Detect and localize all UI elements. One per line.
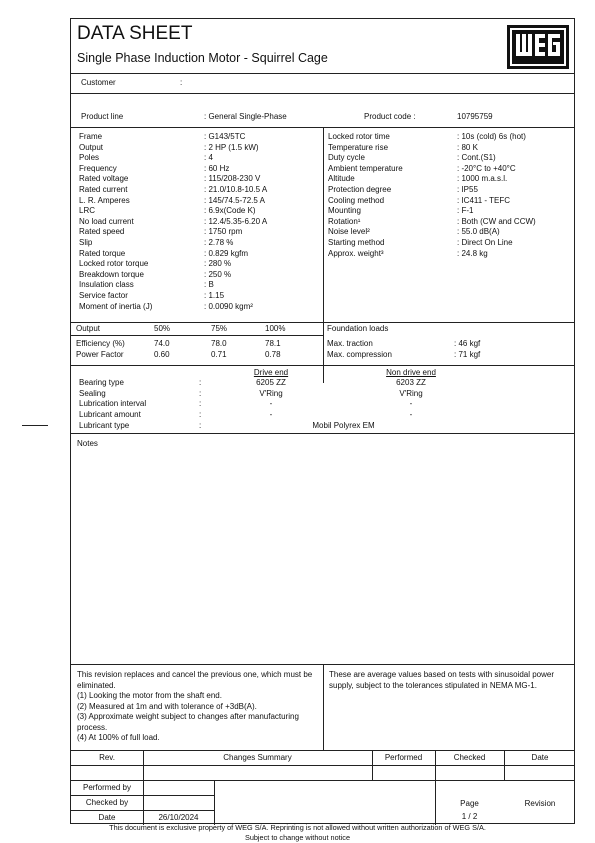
performed-header: Performed (384, 753, 423, 762)
spec-label: Moment of inertia (J) (79, 301, 153, 311)
spec-label: Service factor (79, 291, 128, 300)
spec-label: Protection degree (328, 185, 392, 194)
margin-mark (22, 425, 48, 426)
lubricant-type-label: Lubricant type (79, 421, 130, 430)
spec-label: Mounting (328, 206, 361, 216)
checked-header: Checked (453, 753, 486, 762)
bearing-nde-value: V'Ring (399, 388, 423, 398)
bearing-de-value: - (269, 409, 273, 419)
lubricant-type-value: Mobil Polyrex EM (312, 421, 375, 430)
bearing-colon: : (199, 378, 202, 387)
bearing-colon: : (199, 409, 202, 419)
bearing-nde-value: - (409, 399, 413, 409)
spec-label: Rated voltage (79, 174, 129, 184)
spec-label: Starting method (328, 238, 385, 247)
spec-label: Rotation¹ (328, 216, 361, 226)
spec-value: : 24.8 kg (457, 248, 488, 258)
weg-logo (507, 25, 569, 69)
spec-value: : 1000 m.a.s.l. (457, 174, 508, 184)
spec-label: Frequency (79, 163, 117, 173)
notes-title: Notes (77, 439, 98, 448)
checked-by-label: Checked by (85, 798, 129, 807)
perf-cell: 0.71 (211, 350, 227, 359)
spec-label: Approx. weight³ (328, 248, 384, 258)
spec-label: LRC (79, 206, 96, 216)
page-title: DATA SHEET (77, 23, 193, 44)
footer-disclaimer: This document is exclusive property of WEG S/A. Reprinting is not allowed without written authorization of WEG S/A. (109, 823, 486, 832)
perf-cell: 0.60 (154, 350, 170, 359)
spec-label: L. R. Amperes (79, 195, 130, 205)
spec-value: : 2 HP (1.5 kW) (204, 142, 259, 152)
perf-cell: 78.0 (211, 339, 227, 348)
foundation-title: Foundation loads (327, 324, 389, 333)
spec-value: : 10s (cold) 6s (hot) (457, 132, 526, 141)
product-line-label: Product line (81, 112, 124, 121)
spec-value: : 250 % (204, 269, 232, 279)
spec-label: Poles (79, 153, 100, 163)
spec-value: : 115/208-230 V (204, 174, 261, 184)
revision-label: Revision (524, 799, 556, 808)
spec-label: Breakdown torque (79, 269, 144, 279)
page-value: 1 / 2 (461, 812, 478, 821)
perf-header: Output (76, 324, 101, 333)
foundation-label: Max. compression (327, 350, 392, 359)
spec-label: Noise level² (328, 227, 370, 237)
spec-label: Locked rotor time (328, 132, 390, 141)
product-line-value: : General Single-Phase (204, 112, 287, 121)
product-code-value: 10795759 (457, 112, 493, 121)
customer-colon: : (180, 78, 183, 87)
spec-value: : 4 (204, 153, 213, 163)
perf-cell: 0.78 (265, 350, 281, 359)
bearing-label: Lubricant amount (79, 409, 141, 419)
bearing-colon: : (199, 399, 202, 409)
spec-value: : F-1 (457, 206, 474, 216)
foundation-label: Max. traction (327, 339, 373, 348)
perf-header: 100% (265, 324, 286, 333)
date-header: Date (531, 753, 549, 762)
performed-by-label: Performed by (82, 783, 132, 792)
spec-value: : G143/5TC (204, 132, 246, 141)
spec-value: : 55.0 dB(A) (457, 227, 500, 237)
spec-value: : 6.9x(Code K) (204, 206, 256, 216)
bearing-label: Bearing type (79, 378, 124, 387)
bearing-de-value: - (269, 399, 273, 409)
spec-value: : 0.0090 kgm² (204, 301, 253, 311)
footnotes-right: These are average values based on tests with sinusoidal power supply, subject to the tolerances stipulated in NEMA MG-1. (329, 670, 555, 690)
perf-row-label: Power Factor (76, 350, 124, 359)
spec-label: Output (79, 142, 104, 152)
spec-value: : Cont.(S1) (457, 153, 496, 163)
spec-value: : 80 K (457, 142, 478, 152)
perf-cell: 78.1 (265, 339, 281, 348)
non-drive-end-header: Non drive end (386, 368, 436, 377)
perf-row-label: Efficiency (%) (76, 339, 125, 348)
product-code-label: Product code : (364, 112, 416, 121)
foundation-value: : 46 kgf (454, 339, 481, 348)
spec-value: : 0.829 kgfm (204, 248, 249, 258)
date-label: Date (98, 813, 116, 822)
spec-value: : -20°C to +40°C (457, 163, 516, 173)
spec-value: : Direct On Line (457, 238, 513, 247)
bearing-nde-value: 6203 ZZ (396, 378, 426, 387)
spec-value: : 2.78 % (204, 238, 234, 247)
perf-header: 75% (211, 324, 228, 333)
spec-value: : 21.0/10.8-10.5 A (204, 185, 268, 194)
spec-label: Locked rotor torque (79, 259, 149, 269)
spec-label: No load current (79, 216, 134, 226)
spec-value: : 145/74.5-72.5 A (204, 195, 265, 205)
spec-label: Slip (79, 238, 93, 247)
page-subtitle: Single Phase Induction Motor - Squirrel Cage (77, 51, 328, 65)
bearing-label: Sealing (79, 388, 106, 398)
bearing-de-value: V'Ring (259, 388, 283, 398)
footer-notice: Subject to change without notice (244, 833, 351, 842)
rev-header: Rev. (99, 753, 115, 762)
spec-value: : IC411 - TEFC (457, 195, 511, 205)
customer-label: Customer (81, 78, 116, 87)
spec-value: : 280 % (204, 259, 232, 269)
spec-value: : 60 Hz (204, 163, 230, 173)
spec-label: Frame (79, 132, 103, 141)
spec-label: Rated torque (79, 248, 126, 258)
data-sheet (70, 18, 575, 824)
bearing-colon: : (199, 388, 202, 398)
bearing-label: Lubrication interval (79, 399, 147, 409)
date-value: 26/10/2024 (158, 813, 199, 822)
bearing-de-value: 6205 ZZ (256, 378, 286, 387)
spec-value: : IP55 (457, 185, 478, 194)
spec-value: : 12.4/5.35-6.20 A (204, 216, 268, 226)
spec-value: : Both (CW and CCW) (457, 216, 536, 226)
spec-label: Insulation class (79, 280, 134, 290)
spec-label: Temperature rise (328, 142, 389, 152)
page-label: Page (460, 799, 479, 808)
spec-label: Rated speed (79, 227, 125, 237)
bearing-nde-value: - (409, 409, 413, 419)
spec-label: Rated current (79, 185, 128, 194)
perf-cell: 74.0 (154, 339, 170, 348)
spec-label: Ambient temperature (328, 163, 403, 173)
spec-value: : 1750 rpm (204, 227, 243, 237)
spec-value: : B (204, 280, 214, 290)
lubricant-type-colon: : (199, 421, 202, 430)
spec-label: Cooling method (328, 195, 385, 205)
perf-header: 50% (154, 324, 171, 333)
footnotes-left: This revision replaces and cancel the previous one, which must be eliminated. (1) Looking the motor from the shaft end. (2) Measured at 1m and with tolerance of +3dB(A). (3) Approximate weight subject to changes after manufacturing process. (4) At 100% of full load. (77, 670, 313, 742)
foundation-value: : 71 kgf (454, 350, 481, 359)
spec-value: : 1.15 (204, 291, 225, 300)
drive-end-header: Drive end (253, 368, 289, 377)
spec-label: Duty cycle (328, 153, 365, 163)
spec-label: Altitude (328, 174, 355, 184)
changes-header: Changes Summary (223, 753, 292, 762)
